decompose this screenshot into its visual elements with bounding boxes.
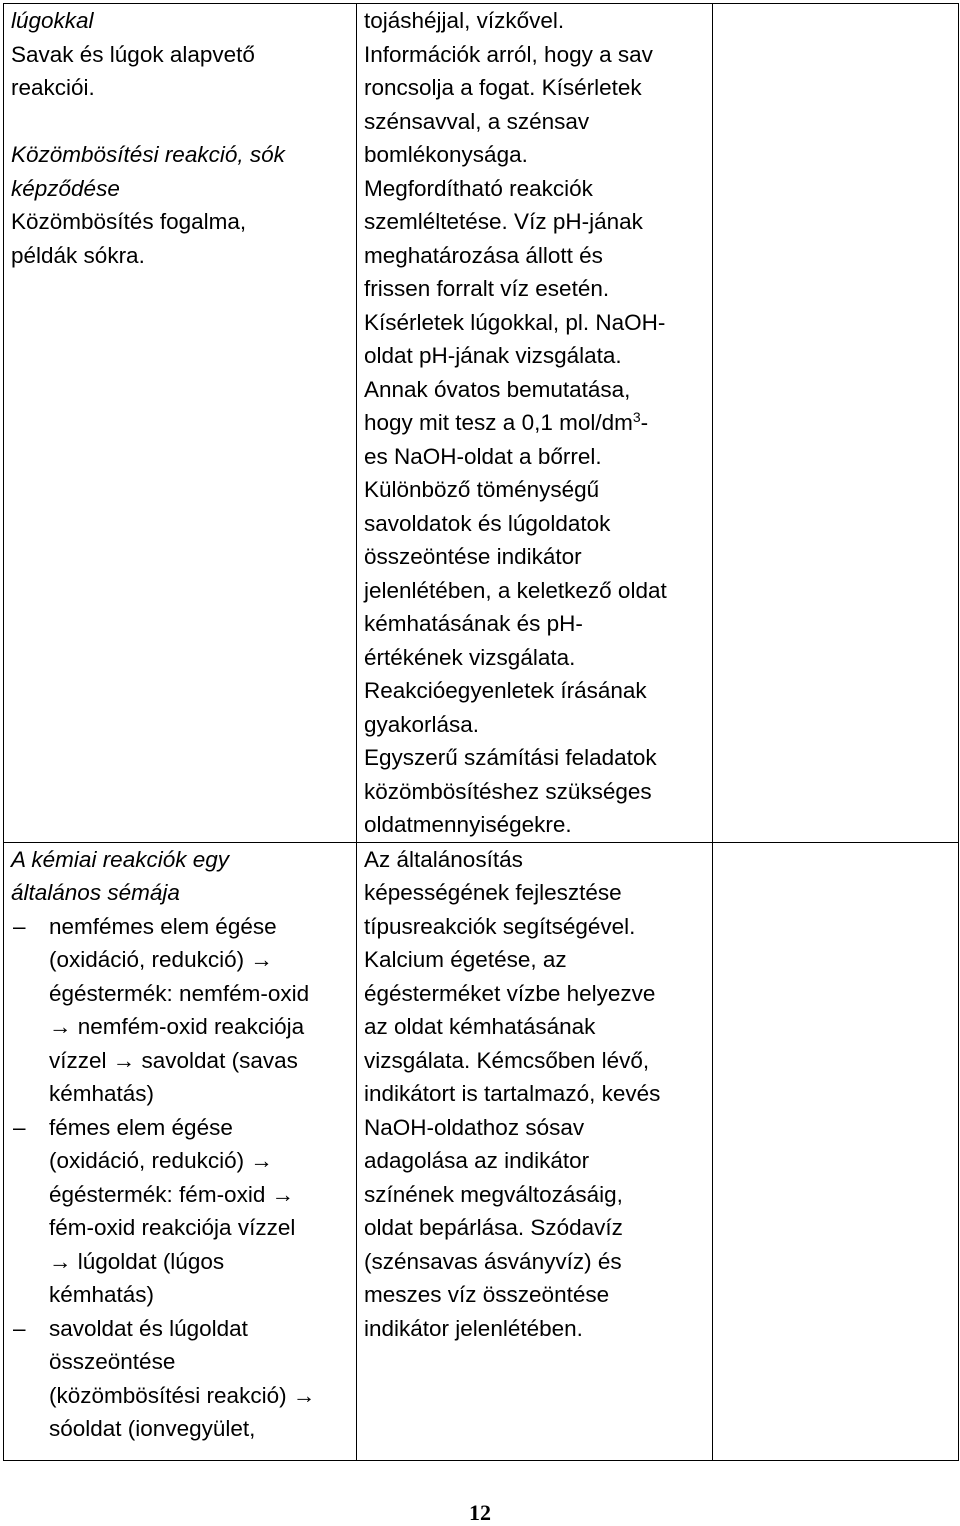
activity-line: Kalcium égetése, az (364, 947, 567, 972)
activity-line: szemléltetése. Víz pH-jának (364, 209, 643, 234)
activity-line: meghatározása állott és (364, 242, 603, 268)
topic-cell (4, 4, 357, 843)
activity-line: Reakcióegyenletek írásának (364, 678, 647, 703)
activity-line: Az általánosítás (364, 846, 523, 872)
list-line: sóoldat (ionvegyület, (49, 1416, 256, 1441)
activity-line: tojáshéjjal, vízkővel. (364, 8, 565, 33)
topic-cell (4, 842, 357, 1460)
concepts-cell (713, 4, 959, 843)
activity-line: színének megváltozásáig, (364, 1181, 623, 1207)
activity-line: értékének vizsgálata. (364, 644, 576, 670)
activity-line: es NaOH-oldat a bőrrel. (364, 443, 602, 469)
list-line: fém-oxid reakciója vízzel (49, 1215, 296, 1240)
superscript: 3 (632, 409, 641, 425)
section-title: általános sémája (11, 880, 180, 905)
list-line: nemfémes elem égése (49, 913, 277, 939)
activity-line: jelenlétében, a keletkező oldat (364, 577, 667, 603)
activity-line: NaOH-oldathoz sósav (364, 1114, 585, 1140)
activity-line: gyakorlása. (364, 711, 480, 737)
list-line: égéstermék: fém-oxid → (49, 1181, 295, 1207)
activity-line: kémhatásának és pH- (364, 611, 583, 636)
activity-line: az oldat kémhatásának (364, 1014, 596, 1039)
list-line: kémhatás) (49, 1282, 155, 1307)
list-line: (oxidáció, redukció) → (49, 1148, 273, 1173)
activity-line: típusreakciók segítségével. (364, 913, 636, 939)
list-line: összeöntése (49, 1349, 176, 1374)
activity-cell (357, 842, 713, 1460)
activity-line: vizsgálata. Kémcsőben lévő, (364, 1047, 650, 1073)
list-line: vízzel → savoldat (savas (49, 1047, 298, 1073)
topic-line: lúgokkal (11, 8, 94, 33)
activity-line: égésterméket vízbe helyezve (364, 980, 656, 1006)
activity-cell (357, 4, 713, 843)
activity-line: összeöntése indikátor (364, 544, 582, 569)
activity-line: Információk arról, hogy a sav (364, 41, 653, 67)
activity-line: bomlékonysága. (364, 142, 528, 167)
activity-line: adagolása az indikátor (364, 1148, 590, 1173)
activity-line: képességének fejlesztése (364, 880, 622, 905)
section-title: A kémiai reakciók egy (11, 846, 230, 872)
reaction-list (11, 910, 350, 1446)
activity-line: közömbösítéshez szükséges (364, 778, 652, 804)
list-item (11, 1312, 350, 1446)
list-item (11, 1111, 350, 1312)
activity-line: savoldatok és lúgoldatok (364, 510, 611, 536)
activity-line: meszes víz összeöntése (364, 1282, 610, 1307)
activity-line: indikátor jelenlétében. (364, 1315, 583, 1341)
list-line: fémes elem égése (49, 1114, 233, 1140)
list-item (11, 910, 350, 1111)
activity-line: frissen forralt víz esetén. (364, 276, 610, 301)
text-span: hogy mit tesz a 0,1 mol/dm (364, 410, 633, 435)
activity-line: oldatmennyiségekre. (364, 812, 572, 837)
activity-line: Egyszerű számítási feladatok (364, 745, 657, 770)
table-row (4, 4, 959, 843)
activity-line: Különböző töménységű (364, 477, 600, 502)
concepts-cell (713, 842, 959, 1460)
activity-line: Megfordítható reakciók (364, 175, 593, 201)
activity-line (364, 406, 706, 440)
topic-line: reakciói. (11, 75, 95, 100)
text-span: - (640, 410, 649, 435)
list-line: (közömbösítési reakció) → (49, 1382, 316, 1408)
list-line: (oxidáció, redukció) → (49, 947, 273, 972)
dash-bullet: – (13, 1114, 26, 1140)
topic-line: képződése (11, 175, 120, 201)
activity-line: szénsavval, a szénsav (364, 108, 590, 134)
activity-line: oldat bepárlása. Szódavíz (364, 1215, 623, 1240)
dash-bullet: – (13, 913, 26, 939)
activity-line: roncsolja a fogat. Kísérletek (364, 75, 642, 100)
activity-line: Annak óvatos bemutatása, (364, 376, 631, 402)
dash-bullet: – (13, 1315, 26, 1341)
activity-line: Kísérletek lúgokkal, pl. NaOH- (364, 309, 666, 335)
list-line: → nemfém-oxid reakciója (49, 1014, 305, 1039)
activity-line: indikátort is tartalmazó, kevés (364, 1081, 661, 1106)
activity-line: (szénsavas ásványvíz) és (364, 1248, 622, 1274)
topic-line: Közömbösítés fogalma, (11, 209, 247, 234)
topic-line: példák sókra. (11, 242, 145, 268)
list-line: égéstermék: nemfém-oxid (49, 980, 310, 1006)
list-line: → lúgoldat (lúgos (49, 1248, 225, 1274)
list-line: kémhatás) (49, 1081, 155, 1106)
topic-line: Savak és lúgok alapvető (11, 41, 255, 67)
page-number: 12 (469, 1500, 491, 1525)
activity-line: oldat pH-jának vizsgálata. (364, 343, 622, 368)
topic-line: Közömbösítési reakció, sók (11, 142, 285, 167)
curriculum-table (3, 3, 959, 1461)
table-row (4, 842, 959, 1460)
list-line: savoldat és lúgoldat (49, 1315, 248, 1341)
